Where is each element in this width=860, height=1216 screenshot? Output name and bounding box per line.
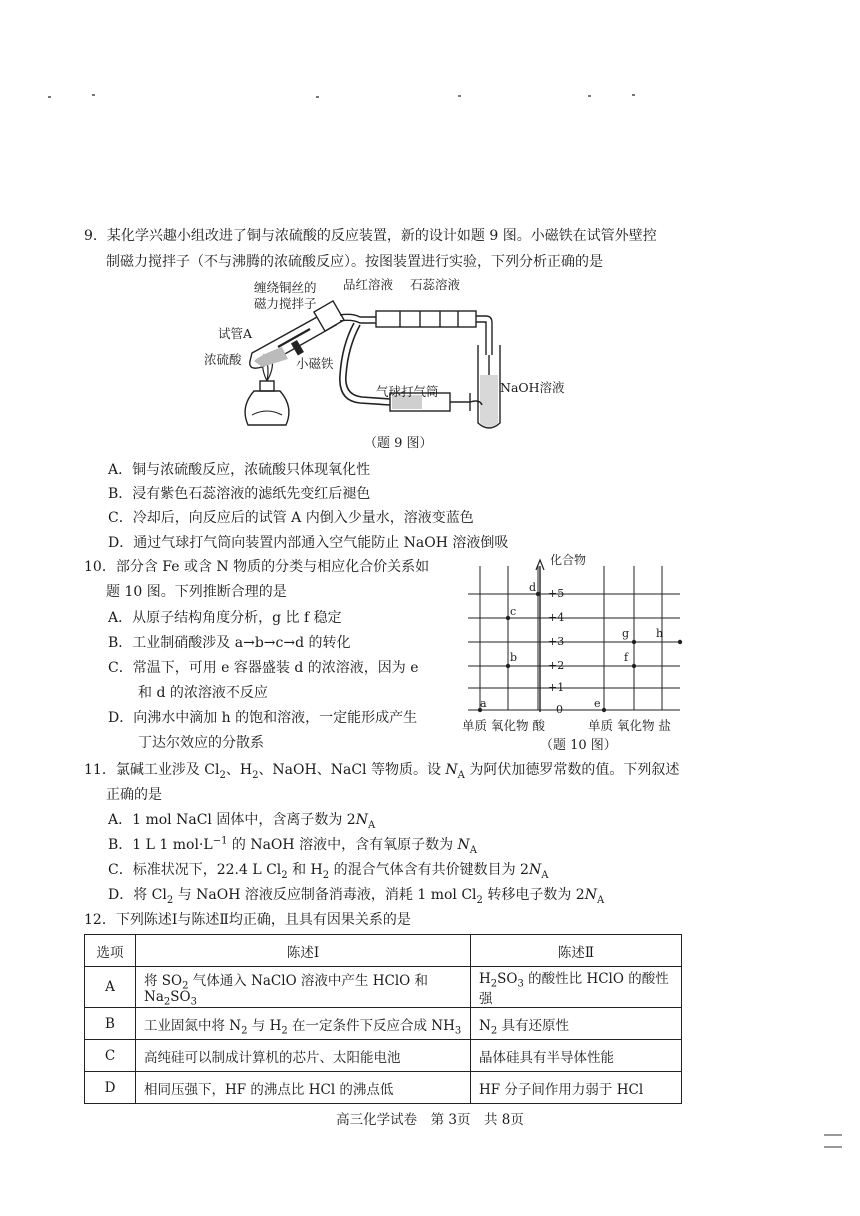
table-row bbox=[85, 1072, 682, 1104]
q10-option-d-line1: D．向沸水中滴加 h 的饱和溶液，一定能形成产生 bbox=[108, 710, 418, 726]
row-statement-1: 高纯硅可以制成计算机的芯片、太阳能电池 bbox=[136, 1040, 471, 1072]
q11-option-d: D．将 $Cl_2$ 与 NaOH 溶液反应制备消毒液，消耗 1 mol $Cl_2$ 转移电子数为 $2N_A$ bbox=[108, 887, 605, 906]
q10-chart-xlabel-left: 单质 氧化物 酸 bbox=[462, 718, 545, 733]
q9-option-a: A．铜与浓硫酸反应，浓硫酸只体现氧化性 bbox=[108, 462, 371, 478]
q9-stem-line2: 制磁力搅拌子（不与沸腾的浓硫酸反应）。按图装置进行实验，下列分析正确的是 bbox=[106, 254, 603, 270]
point-label-c: c bbox=[510, 605, 517, 618]
scan-speck bbox=[316, 96, 319, 98]
label-acid: 浓硫酸 bbox=[204, 352, 242, 367]
point-label-e: e bbox=[594, 697, 601, 710]
chart-grid bbox=[468, 560, 680, 712]
q11-option-a: A．1 mol NaCl 固体中，含离子数为 $2N_A$ bbox=[108, 812, 376, 831]
label-litmus: 石蕊溶液 bbox=[410, 277, 461, 292]
point-label-a: a bbox=[480, 697, 487, 710]
row-option: D bbox=[85, 1072, 136, 1104]
row-option: A bbox=[85, 967, 136, 1008]
scan-speck bbox=[48, 96, 51, 98]
q10-option-c-line2: 和 d 的浓溶液不反应 bbox=[138, 685, 268, 701]
q10-chart-xlabel-right: 单质 氧化物 盐 bbox=[588, 718, 671, 733]
label-stirrer-1: 缠绕铜丝的 bbox=[254, 280, 317, 295]
label-magnet: 小磁铁 bbox=[296, 356, 334, 371]
q10-chart-ytick: +5 bbox=[548, 587, 565, 600]
point-label-b: b bbox=[510, 651, 518, 664]
q10-stem-line1: 10．部分含 Fe 或含 N 物质的分类与相应化合价关系如 bbox=[84, 559, 430, 575]
table-row bbox=[85, 1040, 682, 1072]
row-option: C bbox=[85, 1040, 136, 1072]
q12-table bbox=[84, 934, 682, 1104]
q10-option-a: A．从原子结构角度分析，g 比 f 稳定 bbox=[108, 610, 342, 626]
scan-speck bbox=[588, 95, 591, 97]
point-label-d: d bbox=[529, 581, 537, 594]
q9-option-d: D．通过气球打气筒向装置内部通入空气能防止 NaOH 溶液倒吸 bbox=[108, 535, 509, 551]
q9-option-b: B．浸有紫色石蕊溶液的滤纸先变红后褪色 bbox=[108, 486, 371, 502]
label-tube-a: 试管A bbox=[218, 326, 253, 341]
row-statement-1: 工业固氮中将 $N_2$ 与 $H_2$ 在一定条件下反应合成 $NH_3$ bbox=[136, 1008, 471, 1040]
row-statement-2: $H_2SO_3$ 的酸性比 HClO 的酸性强 bbox=[471, 967, 682, 1008]
label-stirrer-2: 磁力搅拌子 bbox=[254, 296, 317, 311]
row-statement-1: 相同压强下，HF 的沸点比 HCl 的沸点低 bbox=[136, 1072, 471, 1104]
row-statement-1: 将 $SO_2$ 气体通入 NaClO 溶液中产生 HClO 和 $Na_2SO_3$ bbox=[136, 967, 471, 1008]
point-label-h: h bbox=[656, 627, 664, 640]
q11-option-c: C．标准状况下，22.4 L $Cl_2$ 和 $H_2$ 的混合气体含有共价键数目为 $2N_A$ bbox=[108, 862, 549, 881]
q10-chart-ytick: 0 bbox=[556, 703, 563, 716]
label-naoh: NaOH溶液 bbox=[500, 380, 565, 395]
row-option: B bbox=[85, 1008, 136, 1040]
alcohol-lamp bbox=[245, 355, 289, 425]
q10-option-d-line2: 丁达尔效应的分散系 bbox=[138, 735, 264, 751]
q10-stem-line2: 题 10 图。下列推断合理的是 bbox=[106, 584, 287, 600]
header-statement-2: 陈述Ⅱ bbox=[471, 935, 682, 967]
q10-option-b: B．工业制硝酸涉及 a→b→c→d 的转化 bbox=[108, 635, 351, 651]
q9-stem-line1: 9．某化学兴趣小组改进了铜与浓硫酸的反应装置，新的设计如题 9 图。小磁铁在试管外壁控 bbox=[84, 228, 657, 244]
label-pump: 气球打气筒 bbox=[376, 384, 439, 399]
row-statement-2: $N_2$ 具有还原性 bbox=[471, 1008, 682, 1040]
q12-stem: 12．下列陈述Ⅰ与陈述Ⅱ均正确，且具有因果关系的是 bbox=[84, 912, 411, 928]
point-label-g: g bbox=[622, 627, 630, 640]
scan-speck bbox=[458, 95, 461, 97]
apparatus-figure bbox=[190, 275, 570, 435]
q9-option-c: C．冷却后，向反应后的试管 A 内倒入少量水，溶液变蓝色 bbox=[108, 510, 474, 526]
header-statement-1: 陈述Ⅰ bbox=[136, 935, 471, 967]
q10-figure-caption: （题 10 图） bbox=[540, 738, 617, 753]
q11-option-b: B．1 L 1 $mol\cdot L^{-1}$ 的 NaOH 溶液中，含有氧原子数为 $N_A$ bbox=[108, 835, 478, 856]
header-option: 选项 bbox=[85, 935, 136, 967]
q10-option-c-line1: C．常温下，可用 e 容器盛装 d 的浓溶液，因为 e bbox=[108, 660, 419, 676]
table-row bbox=[85, 1008, 682, 1040]
magnet-shape bbox=[291, 340, 304, 356]
q10-chart-ytick: +1 bbox=[548, 681, 565, 694]
table-row bbox=[85, 967, 682, 1008]
q11-stem-line1: 11．氯碱工业涉及 $Cl_2$、$H_2$、NaOH、NaCl 等物质。设 $N_A$ 为阿伏加德罗常数的值。下列叙述 bbox=[84, 762, 680, 781]
row-statement-2: 晶体硅具有半导体性能 bbox=[471, 1040, 682, 1072]
scan-speck bbox=[92, 94, 95, 96]
table-header-row bbox=[85, 935, 682, 967]
scan-mark bbox=[824, 1134, 842, 1148]
point-label-f: f bbox=[624, 651, 629, 664]
q10-chart-ytick: +3 bbox=[548, 635, 565, 648]
q10-chart-ytick: +2 bbox=[548, 659, 565, 672]
q10-chart-ylabel: 化合物 bbox=[550, 553, 587, 567]
page-footer: 高三化学试卷 第 3页 共 8页 bbox=[336, 1112, 524, 1128]
q10-chart-ytick: +4 bbox=[548, 611, 565, 624]
label-pink-red: 品红溶液 bbox=[343, 277, 394, 292]
q11-stem-line2: 正确的是 bbox=[106, 787, 162, 803]
scan-speck bbox=[632, 94, 635, 96]
q9-figure-caption: （题 9 图） bbox=[364, 436, 433, 451]
row-statement-2: HF 分子间作用力弱于 HCl bbox=[471, 1072, 682, 1104]
